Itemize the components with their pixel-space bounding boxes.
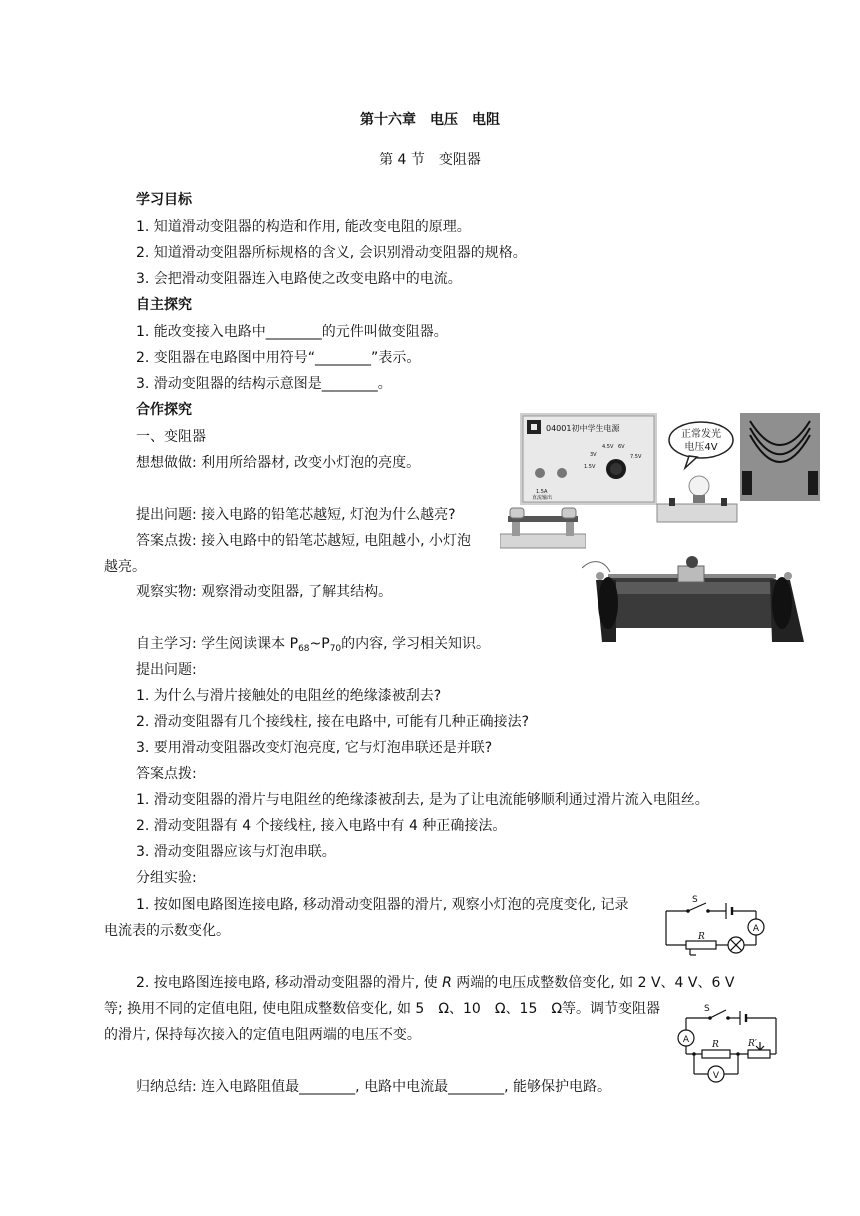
self-explore-item: 2. 变阻器在电路图中用符号“________”表示。 — [136, 350, 421, 366]
answer-item: 2. 滑动变阻器有 4 个接线柱, 接入电路中有 4 种正确接法。 — [136, 818, 507, 834]
answer-item: 3. 滑动变阻器应该与灯泡串联。 — [136, 844, 336, 860]
chapter-title: 第十六章 电压 电阻 — [360, 112, 500, 128]
goal-item: 1. 知道滑动变阻器的构造和作用, 能改变电阻的原理。 — [136, 219, 471, 235]
think-text: 想想做做: 利用所给器材, 改变小灯泡的亮度。 — [136, 455, 421, 471]
bubble-text: 正常发光 — [681, 429, 721, 440]
svg-text:6V: 6V — [618, 444, 625, 450]
circuit2-voltmeter-label: V — [712, 1071, 720, 1081]
experiment-2: 2. 按电路图连接电路, 移动滑动变阻器的滑片, 使 R 两端的电压成整数倍变化, 如 2 V、4 V、6 V — [136, 975, 735, 991]
section-title: 第 4 节 变阻器 — [379, 152, 481, 168]
circuit2-ammeter-label: A — [682, 1035, 690, 1045]
group-exp-heading: 分组实验: — [136, 870, 197, 886]
experiment-2-cont: 的滑片, 保持每次接入的定值电阻两端的电压不变。 — [104, 1027, 421, 1043]
circuit2-switch-label: S — [704, 1004, 710, 1014]
self-study-text: 自主学习: 学生阅读课本 $P_{68}\sim P_{70}$的内容, 学习相关知识。 — [136, 636, 491, 654]
light-bulb-image — [655, 418, 740, 526]
answer-item: 1. 滑动变阻器的滑片与电阻丝的绝缘漆被刮去, 是为了让电流能够顺利通过滑片流入电阻丝。 — [136, 792, 709, 808]
question-item: 2. 滑动变阻器有几个接线柱, 接在电路中, 可能有几种正确接法? — [136, 714, 530, 730]
power-supply-image — [520, 413, 657, 505]
goal-item: 3. 会把滑动变阻器连入电路使之改变电路中的电流。 — [136, 271, 462, 287]
question-item: 3. 要用滑动变阻器改变灯泡亮度, 它与灯泡串联还是并联? — [136, 740, 493, 756]
circuit1-ammeter-label: A — [752, 924, 760, 934]
observe-text: 观察实物: 观察滑动变阻器, 了解其结构。 — [136, 584, 393, 600]
svg-text:3V: 3V — [590, 452, 597, 458]
experiment-2-cont: 等; 换用不同的定值电阻, 使电阻成整数倍变化, 如 5 Ω、10 Ω、15 Ω等。调节变阻器 — [104, 1001, 661, 1017]
svg-text:4.5V: 4.5V — [602, 444, 614, 450]
goals-heading: 学习目标 — [136, 192, 192, 208]
coop-heading: 合作探究 — [136, 402, 192, 418]
circuit2-rheostat-label: R′ — [748, 1039, 757, 1049]
experiment-1-cont: 电流表的示数变化。 — [104, 923, 230, 939]
svg-text:1.5V: 1.5V — [584, 464, 596, 470]
power-supply-label: 04001初中学生电源 — [546, 424, 620, 433]
answers-heading: 答案点拨: — [136, 766, 197, 782]
summary-text: 归纳总结: 连入电路阻值最________, 电路中电流最________, 能够保护电路。 — [136, 1079, 611, 1095]
pencil-lead-image — [500, 500, 586, 550]
svg-text:7.5V: 7.5V — [630, 454, 642, 460]
svg-text:1.5A: 1.5A — [536, 489, 548, 495]
part-heading: 一、变阻器 — [136, 429, 206, 445]
circuit-diagram-2 — [670, 1000, 785, 1086]
circuit1-resistor-label: R — [698, 932, 705, 942]
rheostat-image — [582, 538, 820, 648]
experiment-1: 1. 按如图电路图连接电路, 移动滑动变阻器的滑片, 观察小灯泡的亮度变化, 记录 — [136, 897, 629, 913]
svg-text:直流输出: 直流输出 — [532, 495, 553, 501]
answer-text: 答案点拨: 接入电路中的铅笔芯越短, 电阻越小, 小灯泡 — [136, 533, 471, 549]
self-explore-item: 3. 滑动变阻器的结构示意图是________。 — [136, 376, 392, 392]
self-explore-item: 1. 能改变接入电路中________的元件叫做变阻器。 — [136, 324, 448, 340]
circuit-diagram-1 — [660, 893, 770, 958]
questions-heading: 提出问题: — [136, 662, 197, 678]
question-item: 1. 为什么与滑片接触处的电阻丝的绝缘漆被刮去? — [136, 688, 442, 704]
wires-image — [740, 413, 820, 501]
svg-text:电压4V: 电压4V — [684, 442, 718, 453]
circuit2-resistor-label: R — [712, 1040, 719, 1050]
goal-item: 2. 知道滑动变阻器所标规格的含义, 会识别滑动变阻器的规格。 — [136, 245, 527, 261]
question-text: 提出问题: 接入电路的铅笔芯越短, 灯泡为什么越亮? — [136, 507, 456, 523]
circuit1-switch-label: S — [692, 895, 698, 905]
self-explore-heading: 自主探究 — [136, 297, 192, 313]
answer-text-cont: 越亮。 — [104, 559, 146, 575]
